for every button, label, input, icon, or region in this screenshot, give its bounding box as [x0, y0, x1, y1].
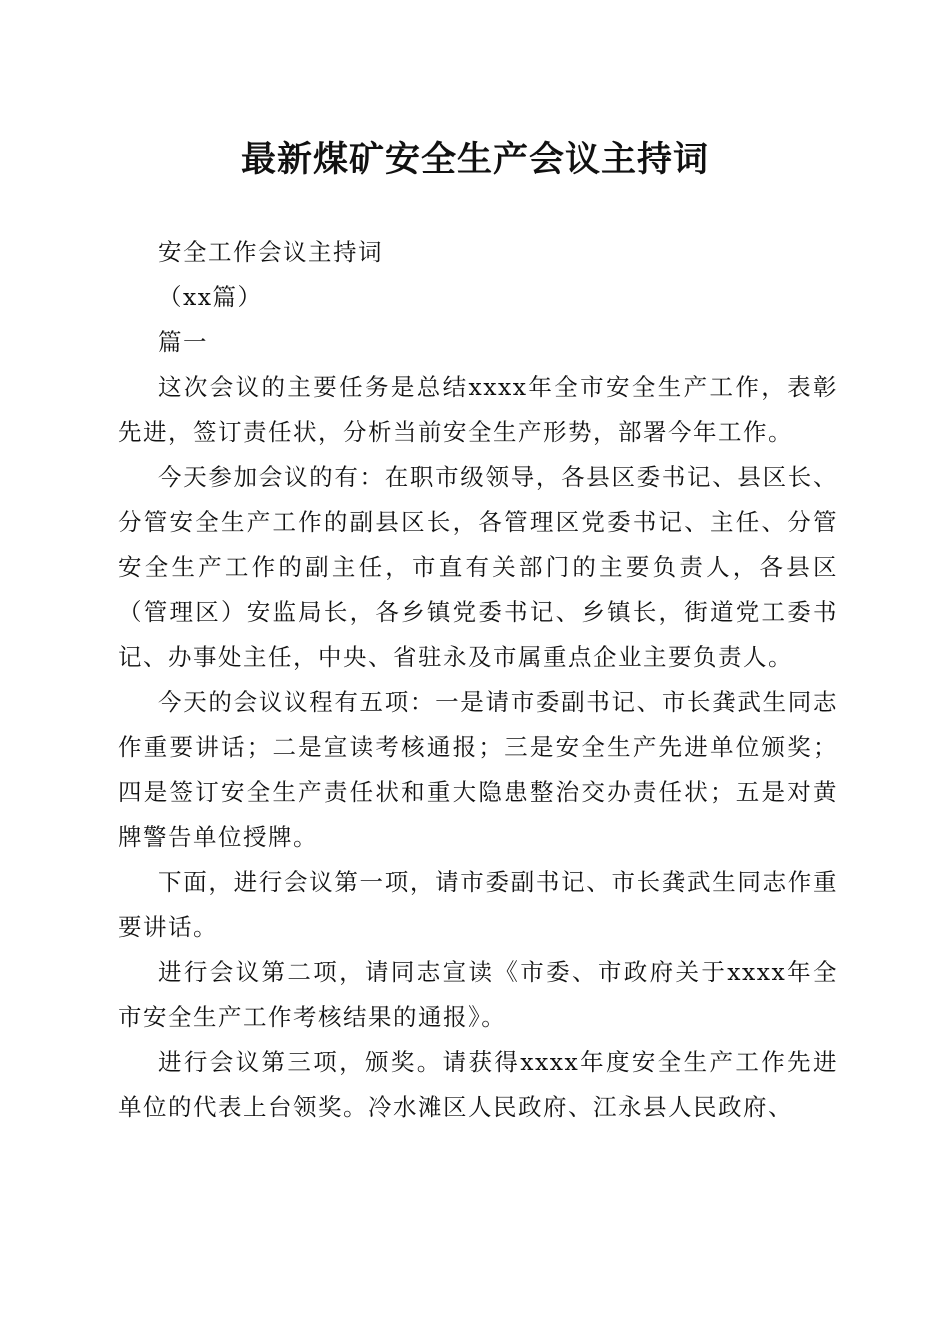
paragraph-agenda: 今天的会议议程有五项：一是请市委副书记、市长龚武生同志作重要讲话；二是宣读考核通报；三是安全生产先进单位颁奖；四是签订安全生产责任状和重大隐患整治交办责任状；五是对黄牌警告单位授牌。	[118, 688, 838, 851]
document-body	[118, 230, 838, 1130]
paragraph-main-task: 这次会议的主要任务是总结xxxx年全市安全生产工作，表彰先进，签订责任状，分析当前安全生产形势，部署今年工作。	[118, 373, 838, 446]
paragraph-count: （xx篇）	[158, 283, 263, 311]
paragraph-section-heading: 篇一	[158, 328, 208, 356]
paragraph-subtitle: 安全工作会议主持词	[158, 238, 383, 266]
document-title: 最新煤矿安全生产会议主持词	[240, 139, 709, 180]
paragraph-item-two: 进行会议第二项，请同志宣读《市委、市政府关于xxxx年全市安全生产工作考核结果的通报》。	[118, 958, 838, 1031]
paragraph-item-three: 进行会议第三项，颁奖。请获得xxxx年度安全生产工作先进单位的代表上台领奖。冷水滩区人民政府、江永县人民政府、	[118, 1048, 838, 1121]
paragraph-item-one: 下面，进行会议第一项，请市委副书记、市长龚武生同志作重要讲话。	[118, 868, 838, 941]
paragraph-attendees: 今天参加会议的有：在职市级领导，各县区委书记、县区长、分管安全生产工作的副县区长，各管理区党委书记、主任、分管安全生产工作的副主任，市直有关部门的主要负责人，各县区（管理区）安监局长，各乡镇党委书记、乡镇长，街道党工委书记、办事处主任，中央、省驻永及市属重点企业主要负责人。	[118, 463, 838, 671]
